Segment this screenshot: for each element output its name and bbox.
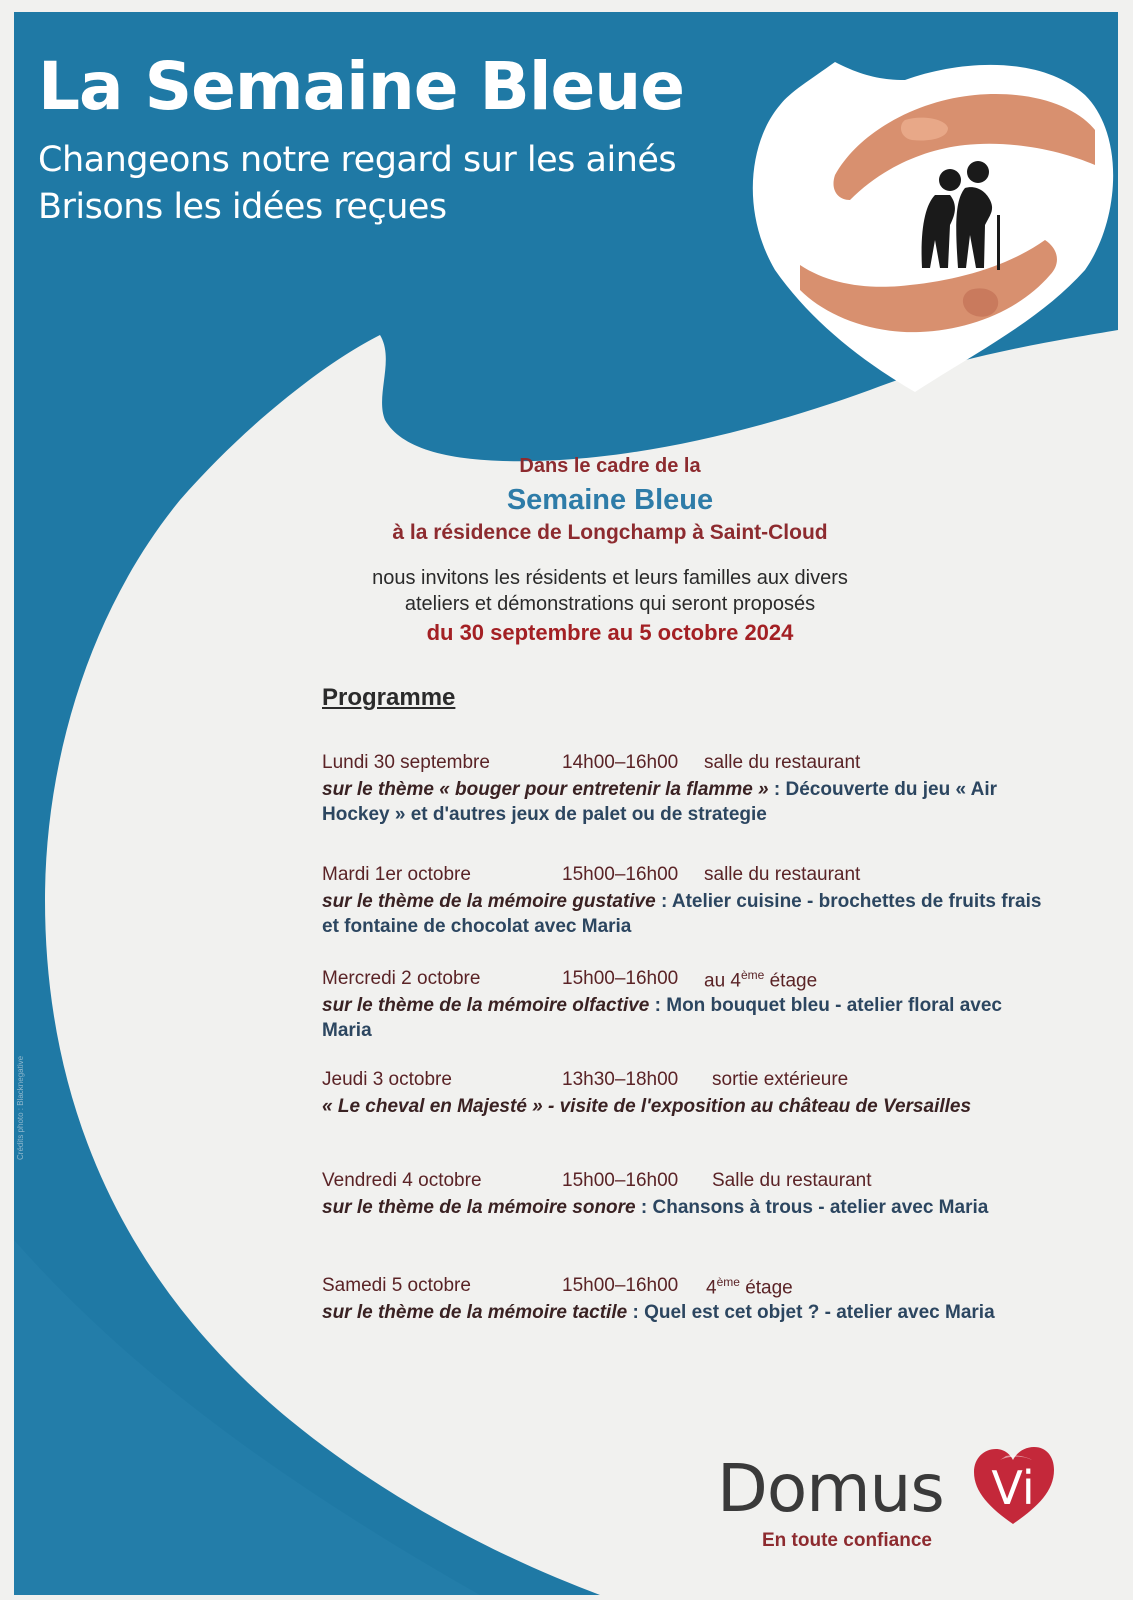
subtitle-line-1: Changeons notre regard sur les ainés: [38, 140, 677, 180]
event-place-sup: ème: [740, 968, 765, 982]
event-day: Vendredi 4 octobre: [322, 1170, 482, 1191]
event-place: [704, 968, 817, 992]
logo-tagline: En toute confiance: [762, 1530, 932, 1551]
intro-block: [250, 455, 970, 646]
event-place: [706, 1275, 793, 1299]
intro-dates: du 30 septembre au 5 octobre 2024: [426, 620, 794, 645]
event-theme: sur le thème « bouger pour entretenir la flamme »: [322, 779, 769, 800]
intro-event-name: Semaine Bleue: [506, 484, 714, 516]
event-description: : Quel est cet objet ? - atelier avec Maria: [627, 1302, 995, 1323]
event-theme: sur le thème de la mémoire olfactive: [322, 995, 650, 1016]
event-day: Lundi 30 septembre: [322, 752, 490, 773]
page-title: La Semaine Bleue: [38, 48, 684, 125]
event-time: 15h00–16h00: [562, 968, 679, 989]
event-description: : Chansons à trous - atelier avec Maria: [635, 1197, 989, 1218]
event-monday: [322, 752, 1052, 827]
domusvi-heart-logo: [970, 1446, 1056, 1526]
event-tuesday: [322, 864, 1052, 939]
event-place-prefix: 4: [706, 1277, 717, 1299]
intro-line-4: ateliers et démonstrations qui seront proposés: [404, 593, 816, 615]
event-friday: [322, 1170, 1052, 1220]
event-time: 15h00–16h00: [562, 864, 679, 885]
event-time: 14h00–16h00: [562, 752, 679, 773]
event-thursday: [322, 1069, 1052, 1119]
event-place-suffix: étage: [739, 1277, 793, 1299]
domusvi-logo: [717, 1450, 1097, 1560]
event-time: 13h30–18h00: [562, 1069, 679, 1090]
event-day: Mardi 1er octobre: [322, 864, 471, 885]
intro-line-2: à la résidence de Longchamp à Saint-Cloud: [392, 521, 828, 544]
event-place: salle du restaurant: [704, 864, 861, 885]
programme-heading: Programme: [322, 684, 456, 711]
event-place: salle du restaurant: [704, 752, 861, 773]
intro-line-1: Dans le cadre de la: [519, 455, 701, 477]
event-theme: sur le thème de la mémoire gustative: [322, 891, 656, 912]
subtitle-line-2: Brisons les idées reçues: [38, 187, 447, 227]
event-description: : Mon bouquet bleu - atelier floral avec Maria: [322, 995, 1002, 1041]
event-description: : Atelier cuisine - brochettes de fruits frais et fontaine de chocolat avec Maria: [322, 891, 1042, 937]
event-time: 15h00–16h00: [562, 1275, 679, 1296]
event-place: Salle du restaurant: [712, 1170, 872, 1191]
event-theme: « Le cheval en Majesté » - visite de l'exposition au château de Versailles: [322, 1096, 972, 1117]
event-day: Samedi 5 octobre: [322, 1275, 471, 1296]
event-day: Mercredi 2 octobre: [322, 968, 481, 989]
event-day: Jeudi 3 octobre: [322, 1069, 452, 1090]
event-theme: sur le thème de la mémoire sonore: [322, 1197, 636, 1218]
photo-credit: Crédits photo : Blacknegative: [16, 1055, 25, 1160]
event-theme: sur le thème de la mémoire tactile: [322, 1302, 628, 1323]
event-time: 15h00–16h00: [562, 1170, 679, 1191]
logo-name: Domus: [717, 1450, 944, 1527]
logo-heart-text: Vi: [991, 1461, 1035, 1515]
event-place-sup: ème: [716, 1275, 740, 1289]
event-place-prefix: au 4: [704, 970, 741, 992]
event-description: : Découverte du jeu « Air Hockey » et d'autres jeux de palet ou de strategie: [322, 779, 998, 825]
event-wednesday: [322, 968, 1052, 1043]
event-place: sortie extérieure: [712, 1069, 849, 1090]
intro-line-3: nous invitons les résidents et leurs familles aux divers: [372, 567, 848, 589]
event-saturday: [322, 1275, 1052, 1325]
event-place-suffix: étage: [764, 970, 818, 992]
